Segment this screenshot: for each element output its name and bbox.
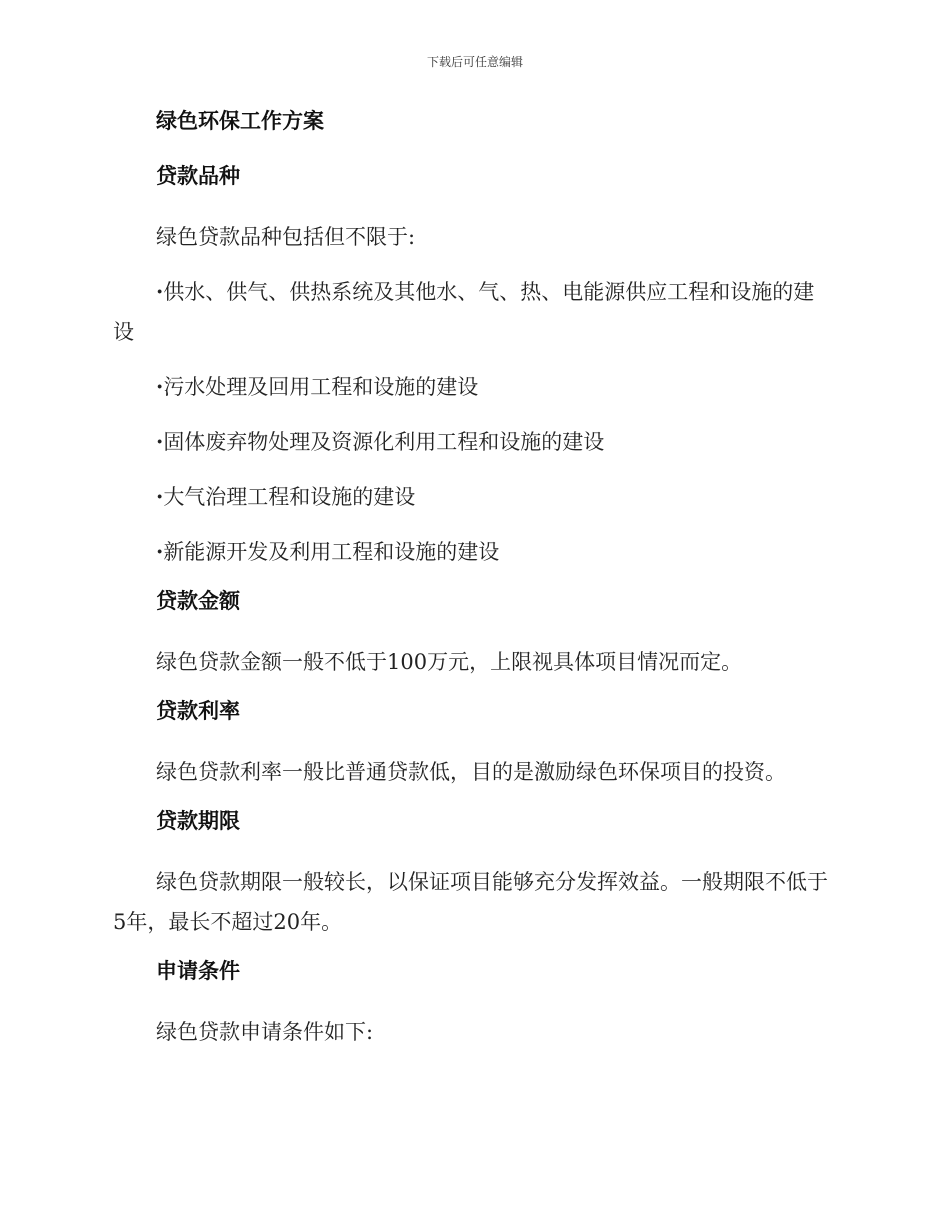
paragraph-conditions: 绿色贷款申请条件如下:	[156, 1020, 374, 1044]
bullet-mark: ·	[156, 374, 164, 399]
header-note: 下载后可任意编辑	[426, 55, 523, 69]
section-heading-amount: 贷款金额	[156, 589, 240, 613]
paragraph-term: 绿色贷款期限一般较长，以保证项目能够充分发挥效益。一般期限不低于5年，最长不超过20年。	[113, 870, 828, 934]
list-item-text: 供水、供气、供热系统及其他水、气、热、电能源供应工程和设施的建设	[113, 280, 815, 344]
list-item-text: 污水处理及回用工程和设施的建设	[163, 375, 479, 399]
paragraph-amount: 绿色贷款金额一般不低于100万元，上限视具体项目情况而定。	[156, 650, 743, 674]
list-item-text: 大气治理工程和设施的建设	[163, 485, 416, 509]
bullet-mark: ·	[156, 539, 164, 564]
document-body	[113, 107, 833, 1052]
section-heading-term: 贷款期限	[156, 809, 240, 833]
paragraph-rate: 绿色贷款利率一般比普通贷款低，目的是激励绿色环保项目的投资。	[156, 760, 786, 784]
list-item-text: 固体废弃物处理及资源化利用工程和设施的建设	[163, 430, 605, 454]
section-heading-rate: 贷款利率	[156, 699, 240, 723]
section-heading-conditions: 申请条件	[156, 959, 240, 983]
bullet-mark: ·	[156, 429, 164, 454]
bullet-mark: ·	[156, 279, 164, 304]
bullet-mark: ·	[156, 484, 164, 509]
document-title: 绿色环保工作方案	[156, 109, 324, 133]
list-item	[113, 367, 833, 407]
list-item	[113, 477, 833, 517]
list-item	[113, 532, 833, 572]
list-item	[113, 422, 833, 462]
paragraph-variety-intro: 绿色贷款品种包括但不限于:	[156, 225, 416, 249]
list-item	[113, 272, 833, 352]
list-item-text: 新能源开发及利用工程和设施的建设	[163, 540, 500, 564]
section-heading-variety: 贷款品种	[156, 164, 240, 188]
